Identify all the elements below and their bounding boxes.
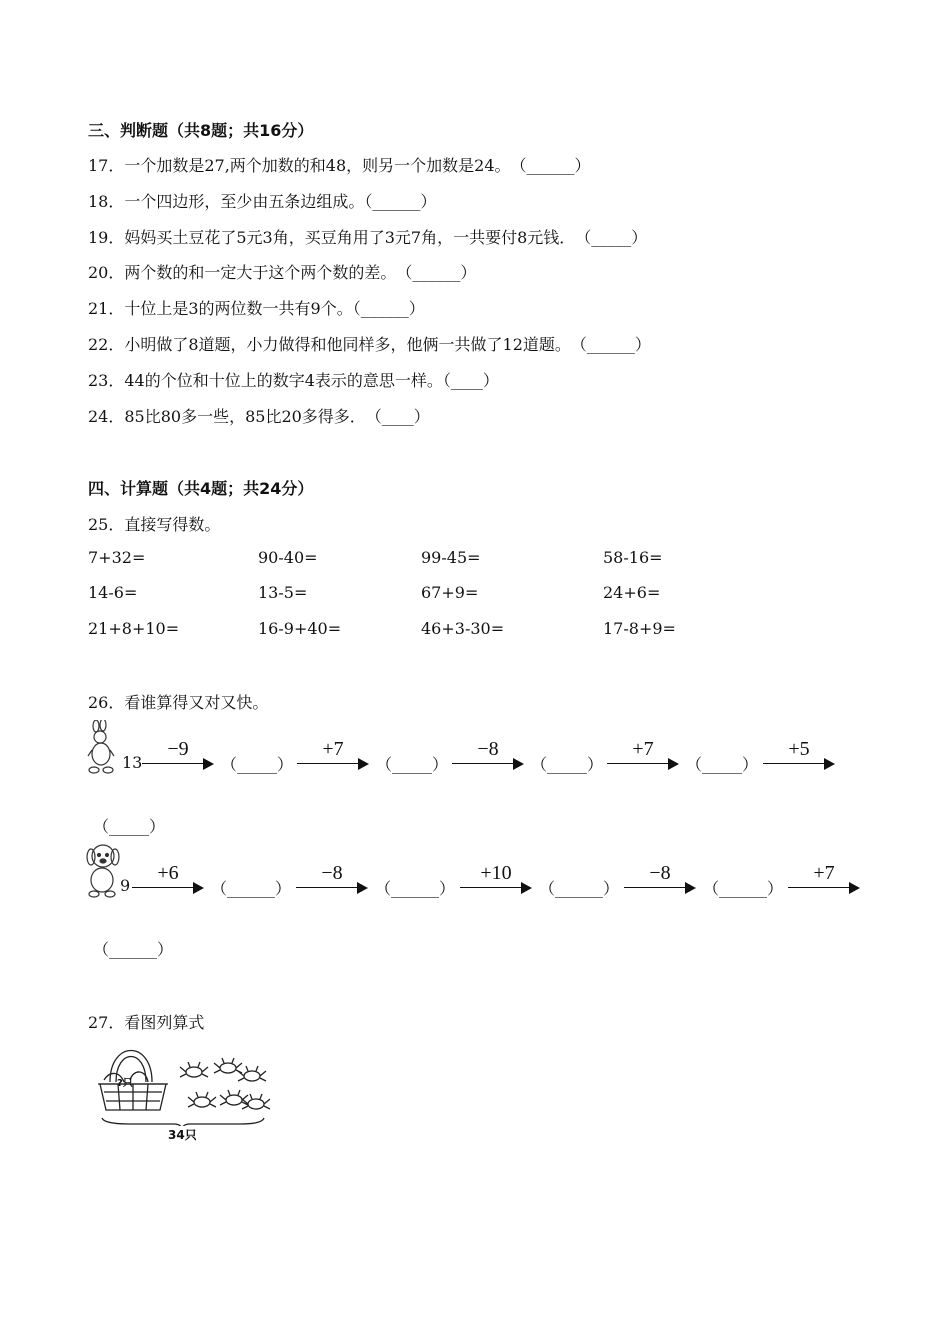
calc-item: 16-9+40=: [258, 619, 342, 638]
chain2-arrow-3: [460, 862, 532, 896]
chain1-op-1: −9: [167, 738, 189, 760]
chain2-blank-5: （______）: [93, 940, 174, 959]
rabbit-illustration: [86, 720, 118, 776]
calc-item: 7+32=: [88, 548, 146, 567]
question-22: 22．小明做了8道题，小力做得和他同样多，他俩一共做了12道题。 （______）: [88, 335, 651, 354]
chain1-arrow-4: [607, 738, 679, 772]
chain2-op-4: −8: [649, 862, 671, 884]
chain1-arrow-2: [297, 738, 369, 772]
calc-item: 13-5=: [258, 583, 308, 602]
chain2-op-5: +7: [813, 862, 835, 884]
chain1-arrow-3: [452, 738, 524, 772]
chain1-blank-4: （_____）: [686, 755, 759, 774]
question-23: 23．44的个位和十位上的数字4表示的意思一样。（____）: [88, 371, 499, 390]
calc-item: 14-6=: [88, 583, 138, 602]
chain1-start: 13: [122, 753, 143, 772]
calc-item: 24+6=: [603, 583, 661, 602]
chain1-blank-5: （_____）: [93, 817, 166, 836]
chain1-arrow-1: [142, 738, 214, 772]
calc-item: 58-16=: [603, 548, 663, 567]
chain1-arrow-5: [763, 738, 835, 772]
chain2-blank-1: （______）: [211, 879, 292, 898]
chain2-arrow-4: [624, 862, 696, 896]
chain2-start: 9: [120, 876, 131, 895]
section4-heading: 四、计算题（共4题；共24分）: [88, 479, 314, 498]
question-24: 24．85比80多一些，85比20多得多． （____）: [88, 407, 430, 426]
chain2-op-1: +6: [157, 862, 179, 884]
section3-heading: 三、判断题（共8题；共16分）: [88, 121, 314, 140]
calc-item: 46+3-30=: [421, 619, 505, 638]
question-17: 17．一个加数是27,两个加数的和48，则另一个加数是24。 （______）: [88, 156, 591, 175]
chain2-blank-3: （______）: [539, 879, 620, 898]
question-18: 18．一个四边形，至少由五条边组成。（______）: [88, 192, 437, 211]
brace-label: 34只: [168, 1128, 197, 1142]
chain2-arrow-5: [788, 862, 860, 896]
question-25-title: 25．直接写得数。: [88, 515, 221, 534]
chain1-op-2: +7: [322, 738, 344, 760]
calc-item: 21+8+10=: [88, 619, 180, 638]
calc-item: 90-40=: [258, 548, 318, 567]
question-21: 21．十位上是3的两位数一共有9个。（______）: [88, 299, 425, 318]
chain1-blank-3: （_____）: [531, 755, 604, 774]
basket-label: ?只: [117, 1078, 133, 1089]
chain1-blank-1: （_____）: [221, 755, 294, 774]
chain1-op-3: −8: [477, 738, 499, 760]
chain2-arrow-2: [296, 862, 368, 896]
chain1-op-5: +5: [788, 738, 810, 760]
chain2-arrow-1: [132, 862, 204, 896]
question-27-title: 27．看图列算式: [88, 1013, 205, 1032]
chain2-blank-4: （______）: [703, 879, 784, 898]
puppy-illustration: [84, 842, 122, 898]
chain2-op-2: −8: [321, 862, 343, 884]
chain2-blank-2: （______）: [375, 879, 456, 898]
chain1-blank-2: （_____）: [376, 755, 449, 774]
chain2-op-3: +10: [480, 862, 512, 884]
calc-item: 17-8+9=: [603, 619, 676, 638]
calc-item: 99-45=: [421, 548, 481, 567]
question-19: 19．妈妈买土豆花了5元3角，买豆角用了3元7角，一共要付8元钱． （_____）: [88, 228, 648, 247]
question-26-title: 26．看谁算得又对又快。: [88, 693, 269, 712]
calc-item: 67+9=: [421, 583, 479, 602]
chain1-op-4: +7: [632, 738, 654, 760]
question-20: 20．两个数的和一定大于这个两个数的差。 （______）: [88, 263, 477, 282]
